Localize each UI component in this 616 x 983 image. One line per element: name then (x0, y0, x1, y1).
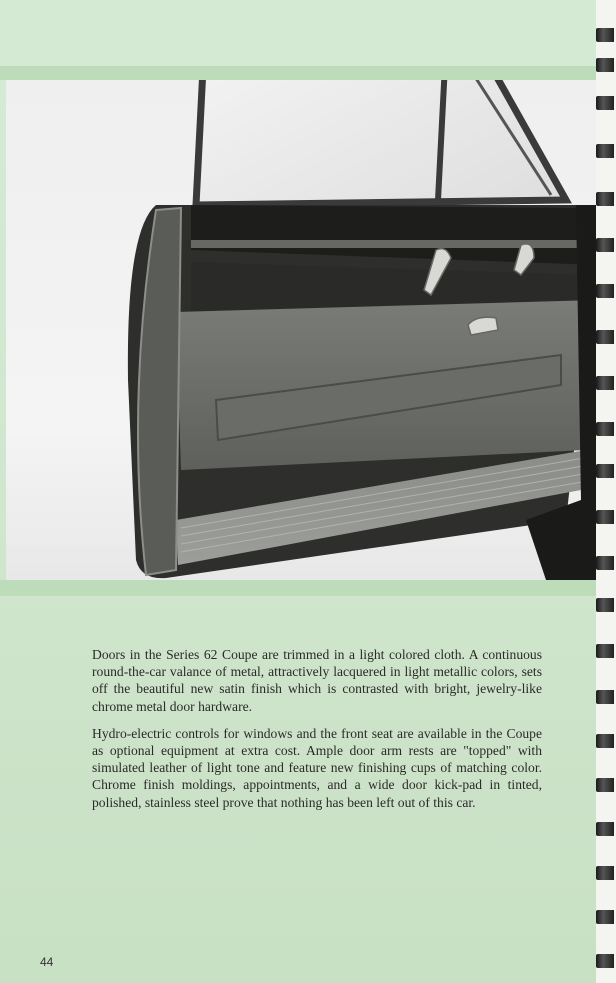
binding-ring (596, 556, 614, 570)
binding-ring (596, 238, 614, 252)
paragraph-1: Doors in the Series 62 Coupe are trimmed in a light colored cloth. A continuous round-the-car valance of metal, attractively lacquered in light metallic colors, sets off the beautiful new satin finish which is contrasted with bright, jewelry-like chrome metal door hardware. (92, 647, 542, 714)
binding-ring (596, 644, 614, 658)
binding-ring (596, 144, 614, 158)
binding-ring (596, 778, 614, 792)
binding-ring (596, 598, 614, 612)
top-band-stripe (0, 66, 596, 80)
binding-ring (596, 376, 614, 390)
binding-ring (596, 284, 614, 298)
door-photo (6, 80, 596, 580)
top-band (0, 0, 596, 68)
paragraph-2: Hydro-electric controls for windows and the front seat are available in the Coupe as optional equipment at extra cost. Ample door arm rests are "topped" with simulated leather of light tone and feature new finishing cups of matching color. Chrome finish moldings, appointments, and a wide door kick-pad in tinted, polished, stainless steel prove that nothing has been left out of this car. (92, 725, 542, 810)
car-door-illustration (6, 80, 596, 580)
binding-ring (596, 822, 614, 836)
binding-ring (596, 422, 614, 436)
binding-ring (596, 910, 614, 924)
body-text (92, 646, 542, 821)
binding-ring (596, 464, 614, 478)
binding-ring (596, 28, 614, 42)
binding-ring (596, 330, 614, 344)
binding-ring (596, 954, 614, 968)
binding-ring (596, 734, 614, 748)
binding-ring (596, 58, 614, 72)
binding-ring (596, 510, 614, 524)
page-number: 44 (40, 955, 54, 969)
binding-ring (596, 866, 614, 880)
binding-ring (596, 96, 614, 110)
binding-ring (596, 192, 614, 206)
binding-ring (596, 690, 614, 704)
bottom-band-stripe (0, 580, 596, 596)
